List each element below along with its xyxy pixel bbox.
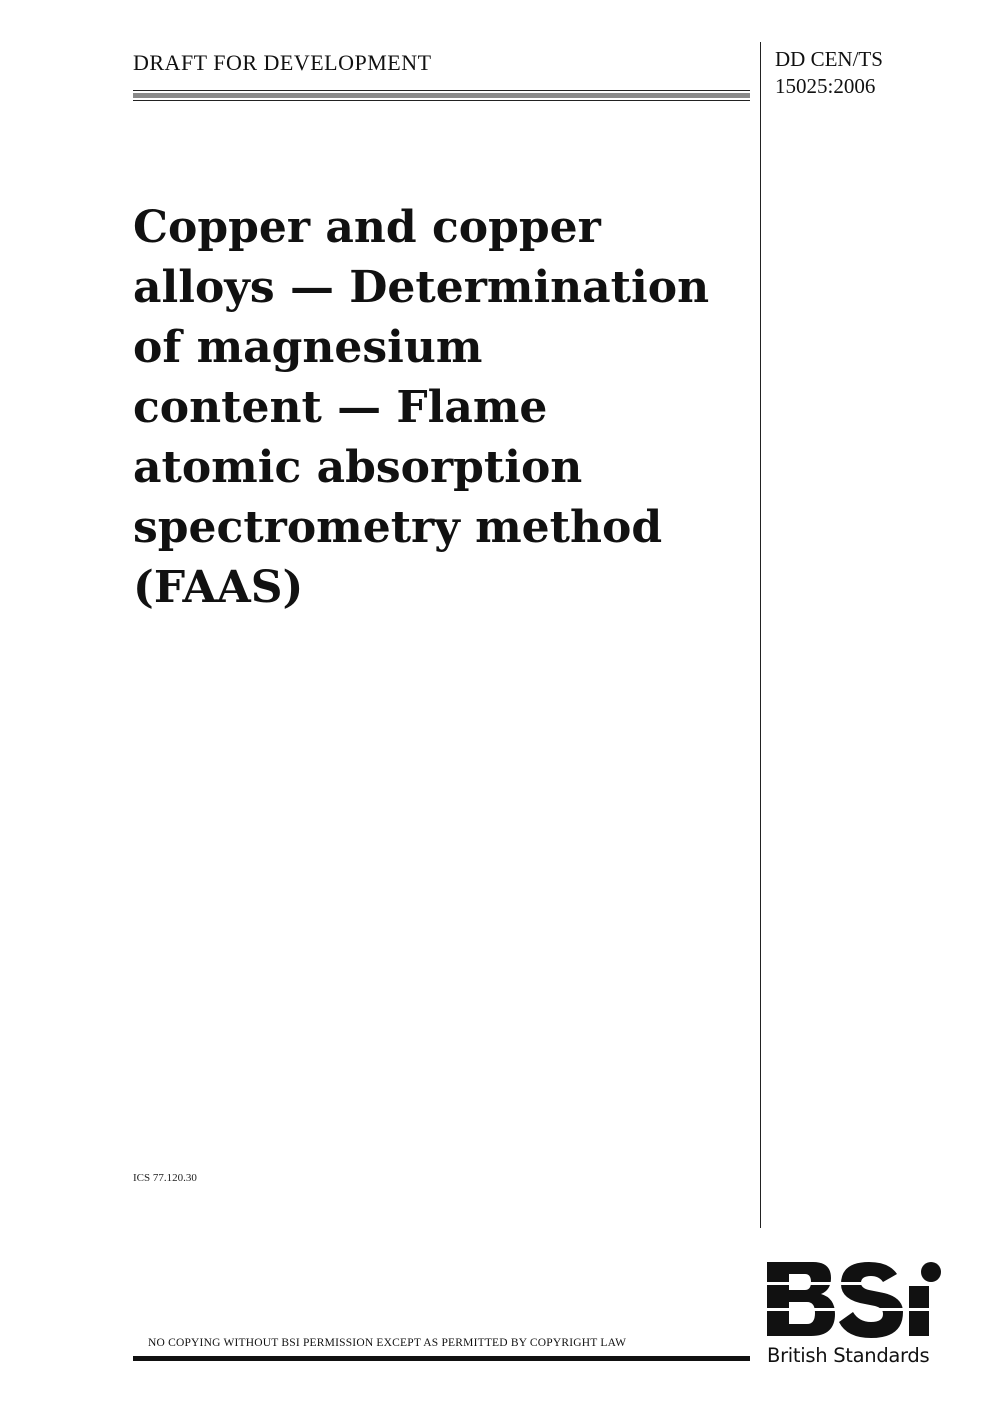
header-rule-top (133, 90, 750, 91)
logo-wordmark: British Standards (767, 1344, 930, 1367)
header-rules (133, 90, 750, 101)
vertical-divider (760, 42, 761, 1228)
logo-stripe-1 (765, 1282, 945, 1285)
document-reference-line-1: DD CEN/TS (775, 47, 883, 71)
document-title (133, 198, 753, 618)
footer-rule (133, 1356, 750, 1361)
logo-letter-s (839, 1262, 903, 1338)
header-rule-thick (133, 93, 750, 98)
logo-letter-b (767, 1262, 835, 1336)
title-line-6: spectrometry method (133, 502, 663, 553)
document-reference (775, 46, 883, 100)
ics-code: ICS 77.120.30 (133, 1172, 197, 1184)
title-line-4: content — Flame (133, 382, 548, 433)
header-label: DRAFT FOR DEVELOPMENT (133, 50, 432, 75)
header-rule-bottom (133, 100, 750, 101)
title-line-7: (FAAS) (133, 562, 304, 613)
title-line-2: alloys — Determination (133, 262, 710, 313)
logo-stripe-2 (765, 1308, 945, 1311)
title-line-5: atomic absorption (133, 442, 583, 493)
title-line-1: Copper and copper (133, 202, 601, 253)
document-reference-line-2: 15025:2006 (775, 74, 876, 98)
title-line-3: of magnesium (133, 322, 483, 373)
logo-letter-i-dot (921, 1262, 941, 1282)
copyright-notice: NO COPYING WITHOUT BSI PERMISSION EXCEPT AS PERMITTED BY COPYRIGHT LAW (148, 1337, 627, 1349)
